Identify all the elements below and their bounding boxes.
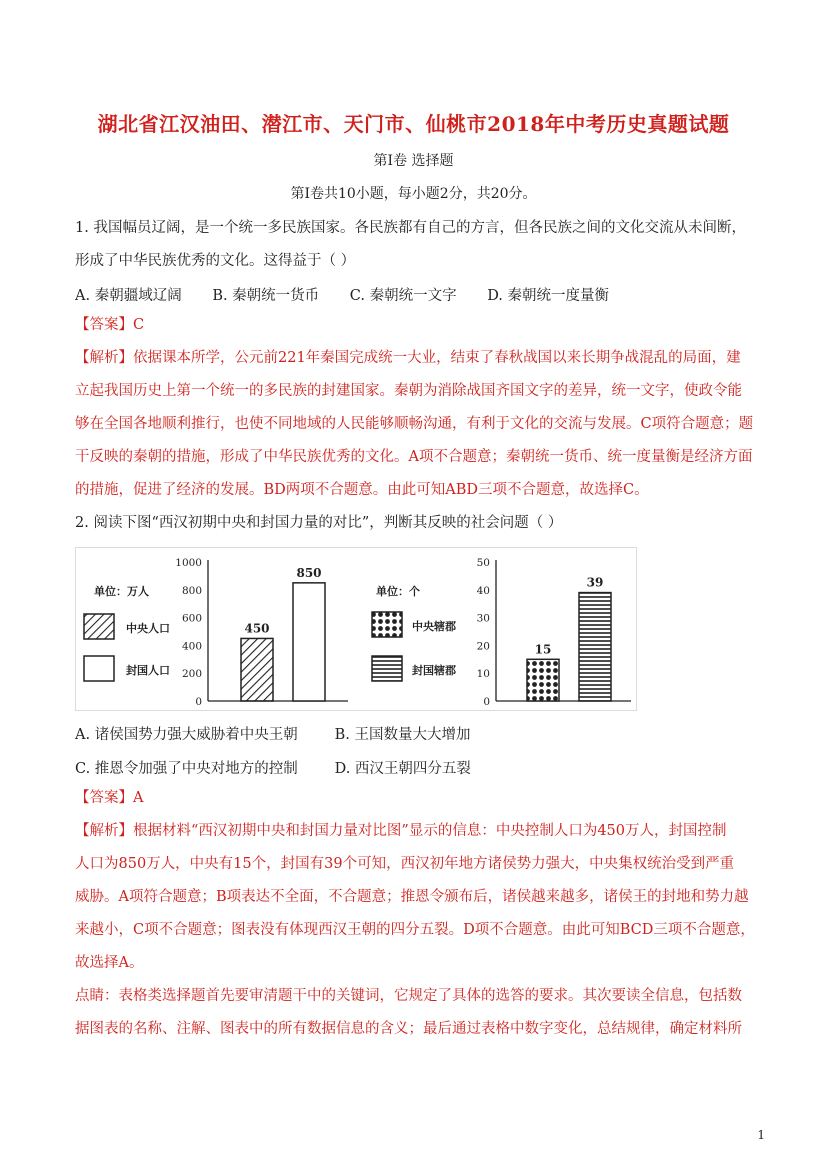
analysis-line: 来越小，C项不合题意；图表没有体现西汉王朝的四分五裂。D项不合题意。由此可知BCD三项不合题意， <box>75 922 755 938</box>
question-1 <box>75 212 755 278</box>
chart2-data-label: 15 <box>534 642 552 657</box>
analysis-line: 立起我国历史上第一个统一的多民族的封建国家。秦朝为消除战国齐国文字的差异，统一文字，使政令能 <box>75 383 742 399</box>
chart1-legend-swatch-fief <box>84 656 114 681</box>
option-b: B. 秦朝统一货币 <box>212 288 320 304</box>
chart2-bar <box>527 659 559 701</box>
chart1-data-label: 450 <box>244 621 270 636</box>
chart1-unit-label: 单位：万人 <box>94 585 149 598</box>
chart2-y-tick-label: 30 <box>476 612 490 625</box>
chart2-y-tick-label: 40 <box>476 584 490 597</box>
chart1-y-tick-label: 600 <box>181 612 202 625</box>
option-d: D. 秦朝统一度量衡 <box>487 288 610 304</box>
chart1-bar <box>293 583 325 701</box>
question-2-options-row-1 <box>75 723 496 744</box>
question-1-analysis <box>75 342 755 507</box>
section-note: 第I卷共10小题，每小题2分，共20分。 <box>290 186 537 202</box>
question-1-line: 形成了中华民族优秀的文化。这得益于（ ） <box>75 253 356 269</box>
option-c: C. 秦朝统一文字 <box>349 288 457 304</box>
chart2-legend-swatch-fief <box>372 656 402 681</box>
page-number: 1 <box>757 1128 765 1142</box>
option-a: A. 秦朝疆域辽阔 <box>75 288 182 304</box>
option-d: D. 西汉王朝四分五裂 <box>334 761 471 777</box>
chart-svg <box>76 548 636 710</box>
chart1-legend-fief: 封国人口 <box>126 664 170 677</box>
analysis-line: 故选择A。 <box>75 955 144 971</box>
question-2-options-row-2 <box>75 757 497 778</box>
section-heading: 第I卷 选择题 <box>373 153 454 169</box>
analysis-line: 人口为850万人，中央有15个，封国有39个可知，西汉初年地方诸侯势力强大，中央集权统治受到严重 <box>75 856 735 872</box>
chart2-y-tick-label: 0 <box>483 696 490 708</box>
question-1-line: 1. 我国幅员辽阔，是一个统一多民族国家。各民族都有自己的方言，但各民族之间的文化交流从未间断， <box>75 220 746 236</box>
chart2-unit-label: 单位：个 <box>376 585 420 598</box>
chart1-data-label: 850 <box>296 565 322 580</box>
chart1-y-tick-label: 0 <box>195 696 202 708</box>
chart-figure <box>75 547 637 711</box>
page-title: 湖北省江汉油田、潜江市、天门市、仙桃市2018年中考历史真题试题 <box>97 112 730 136</box>
analysis-line: 威胁。A项符合题意；B项表达不全面，不合题意；推恩令颁布后，诸侯越来越多，诸侯王的封地和势力越 <box>75 889 749 905</box>
tip-line: 点睛：表格类选择题首先要审清题干中的关键词，它规定了具体的选答的要求。其次要读全信息，包括数 <box>75 988 742 1004</box>
chart1-y-tick-label: 400 <box>181 640 202 653</box>
question-2-analysis <box>75 815 755 980</box>
option-b: B. 王国数量大大增加 <box>334 727 471 743</box>
option-c: C. 推恩令加强了中央对地方的控制 <box>75 761 298 777</box>
question-2-tip <box>75 980 755 1046</box>
analysis-line: 【解析】依据课本所学，公元前221年秦国完成统一大业，结束了春秋战国以来长期争战混乱的局面，建 <box>75 350 741 366</box>
question-2-answer: 【答案】A <box>75 790 144 806</box>
chart2-legend-fief: 封国辖郡 <box>412 664 456 677</box>
chart1-y-tick-label: 800 <box>181 584 202 597</box>
chart2-y-tick-label: 20 <box>476 640 490 653</box>
analysis-line: 够在全国各地顺利推行，也使不同地域的人民能够顺畅沟通，有利于文化的交流与发展。C项符合题意；题 <box>75 416 754 432</box>
chart1-legend-central: 中央人口 <box>126 622 170 635</box>
chart1-y-tick-label: 1000 <box>175 557 202 569</box>
analysis-line: 【解析】根据材料“西汉初期中央和封国力量对比图”显示的信息：中央控制人口为450万人，封国控制 <box>75 823 727 839</box>
chart2-y-tick-label: 50 <box>476 557 490 569</box>
question-2-line: 2. 阅读下图“西汉初期中央和封国力量的对比”，判断其反映的社会问题（ ） <box>75 515 563 531</box>
chart2-legend-swatch-central <box>372 612 402 637</box>
chart2-legend-central: 中央辖郡 <box>412 620 456 633</box>
question-1-options <box>75 284 635 305</box>
chart1-bar <box>241 638 273 701</box>
chart1-y-tick-label: 200 <box>181 668 202 681</box>
chart2-data-label: 39 <box>586 575 604 590</box>
analysis-line: 的措施，促进了经济的发展。BD两项不合题意。由此可知ABD三项不合题意，故选择C。 <box>75 482 649 498</box>
analysis-line: 干反映的秦朝的措施，形成了中华民族优秀的文化。A项不合题意；秦朝统一货币、统一度量衡是经济方面 <box>75 449 753 465</box>
tip-line: 据图表的名称、注解、图表中的所有数据信息的含义；最后通过表格中数字变化，总结规律，确定材料所 <box>75 1021 742 1037</box>
chart2-bar <box>579 593 611 701</box>
chart2-y-tick-label: 10 <box>476 668 490 681</box>
question-1-answer: 【答案】C <box>75 317 145 333</box>
option-a: A. 诸侯国势力强大威胁着中央王朝 <box>75 727 298 743</box>
chart1-legend-swatch-central <box>84 614 114 639</box>
